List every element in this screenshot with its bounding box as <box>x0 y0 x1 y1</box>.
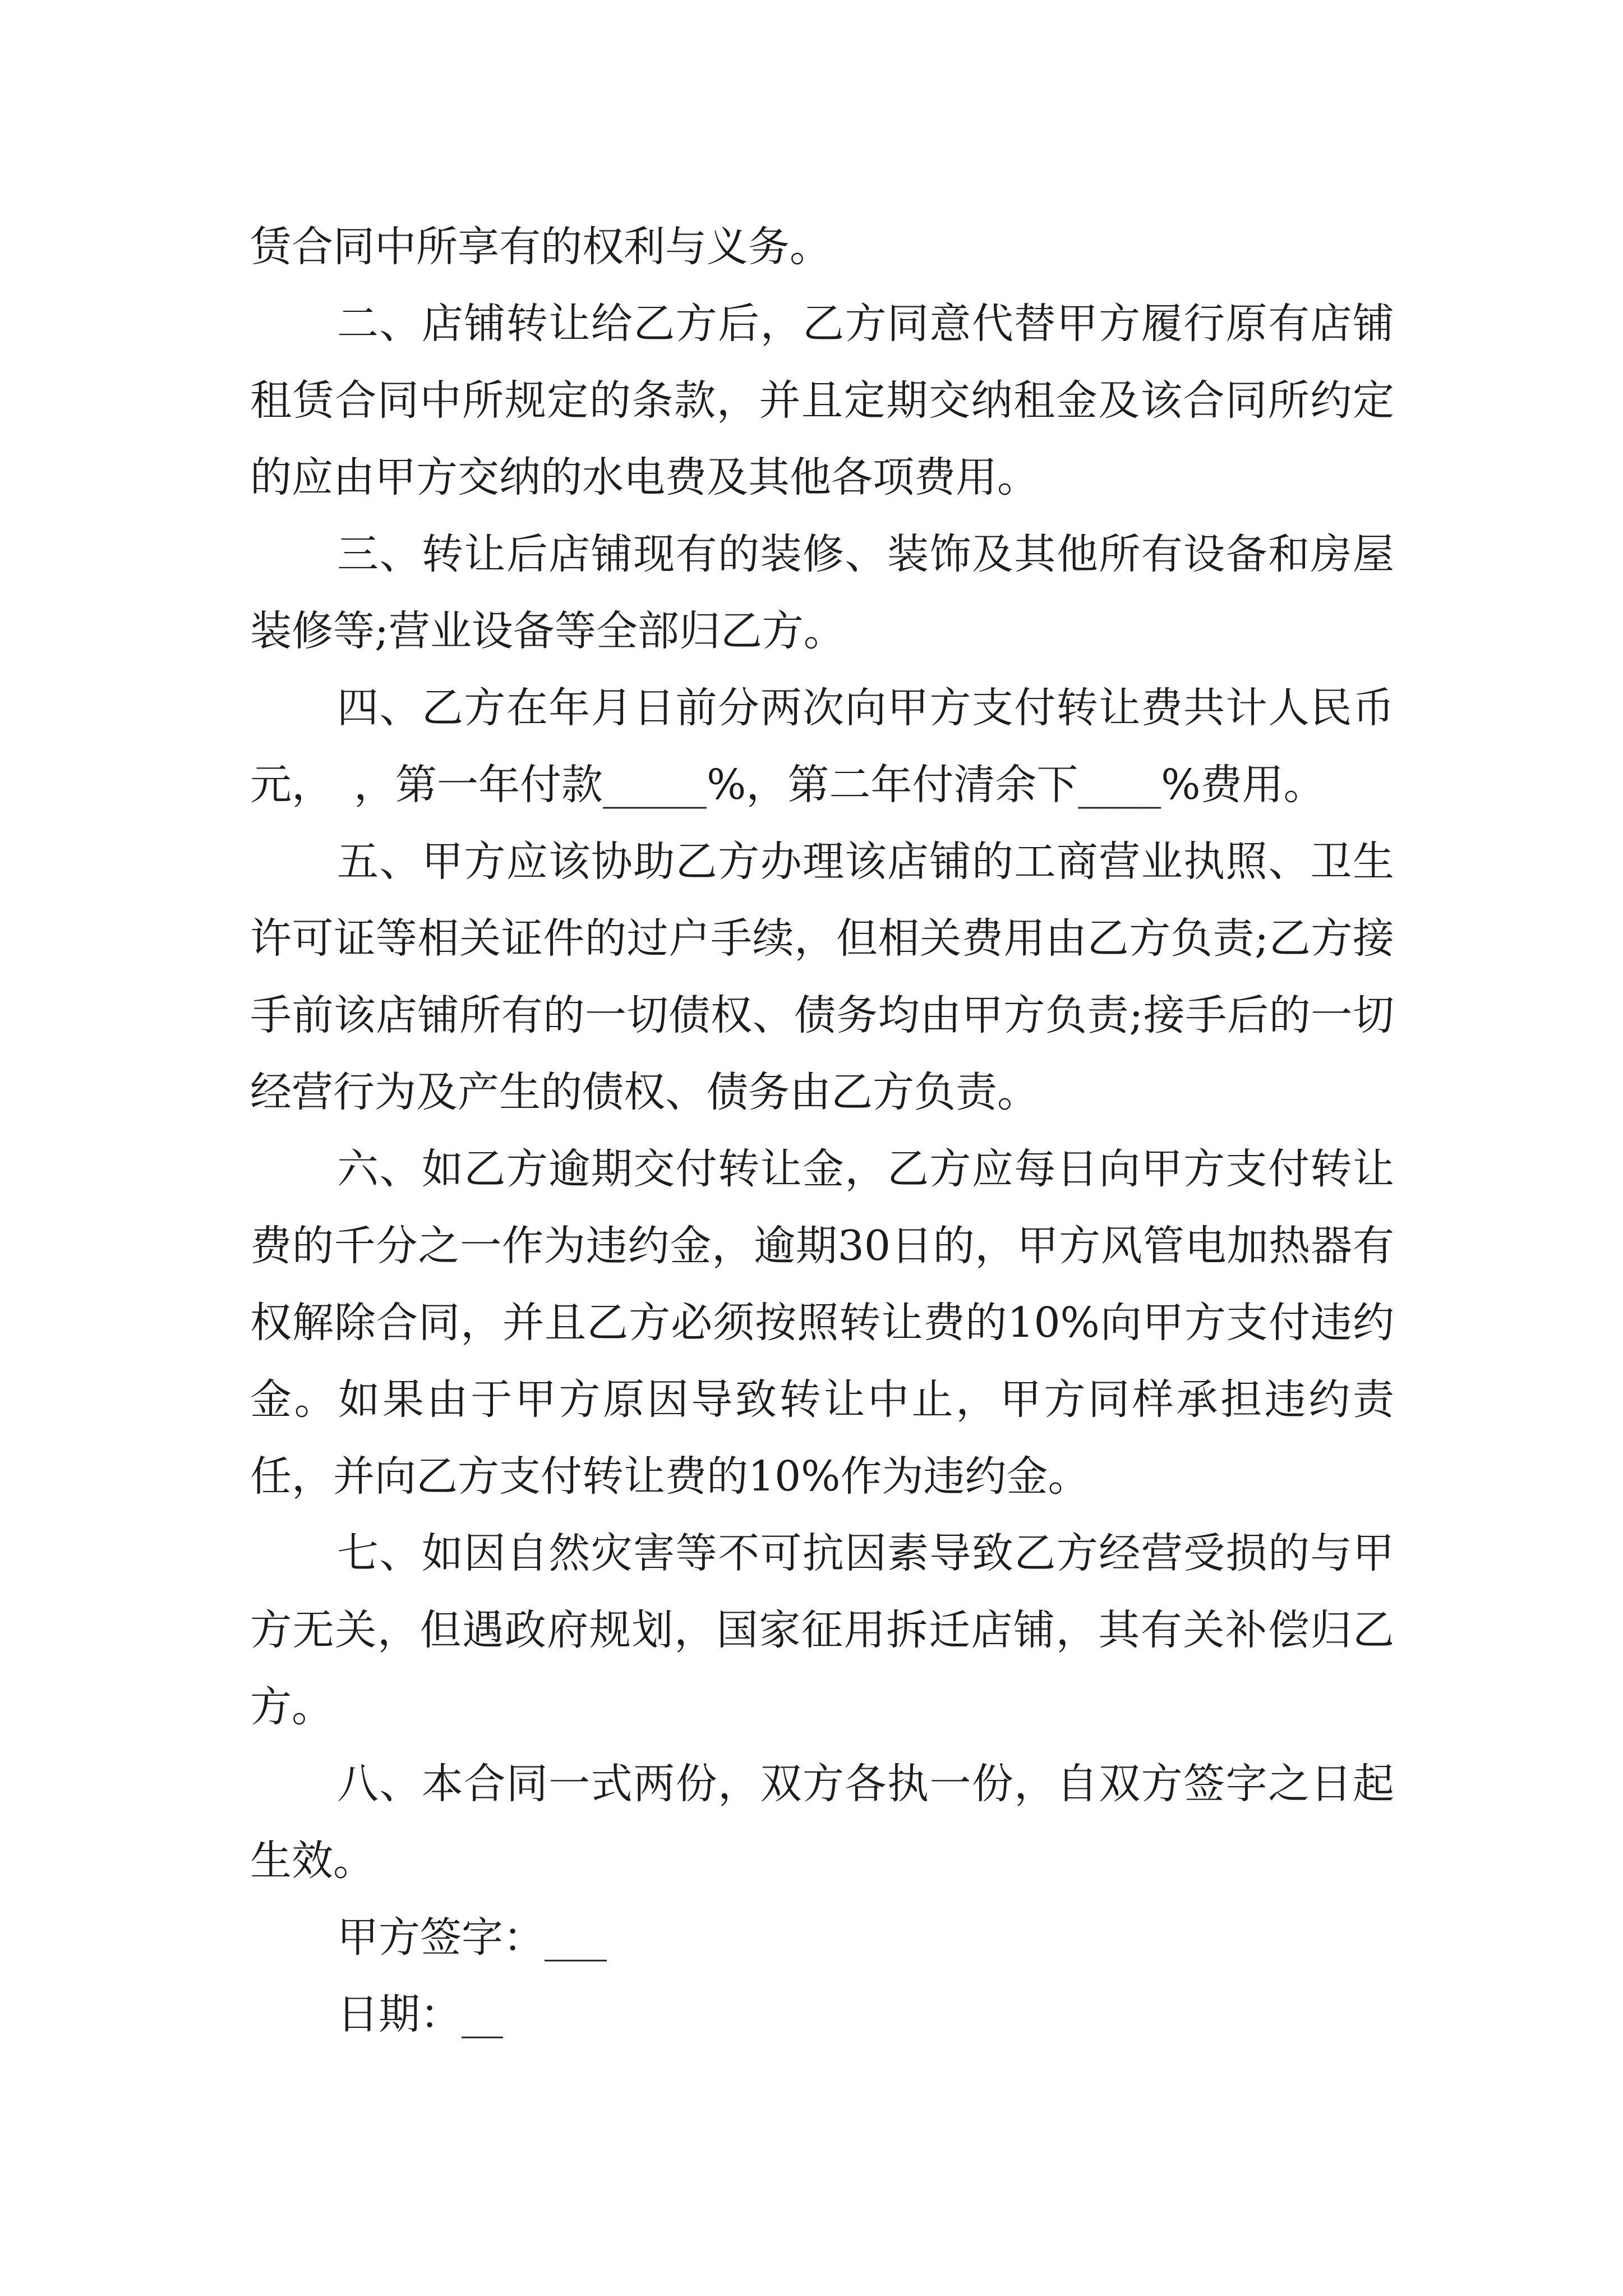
clause-8: 八、本合同一式两份，双方各执一份，自双方签字之日起生效。 <box>250 1760 1394 1885</box>
signature-line <box>250 1899 1394 1976</box>
clause-7: 七、如因自然灾害等不可抗因素导致乙方经营受损的与甲方无关，但遇政府规划，国家征用拆迁店铺，其有关补偿归乙方。 <box>250 1529 1394 1731</box>
signature-label: 甲方签字： <box>337 1913 545 1962</box>
clause-2: 二、店铺转让给乙方后，乙方同意代替甲方履行原有店铺租赁合同中所规定的条款，并且定期交纳租金及该合同所约定的应由甲方交纳的水电费及其他各项费用。 <box>250 300 1394 501</box>
clause-6: 六、如乙方逾期交付转让金，乙方应每日向甲方支付转让费的千分之一作为违约金，逾期30日的，甲方风管电加热器有权解除合同，并且乙方必须按照转让费的10%向甲方支付违约金。如果由于甲方原因导致转让中止，甲方同样承担违约责任，并向乙方支付转让费的10%作为违约金。 <box>250 1145 1394 1501</box>
date-blank: __ <box>462 1990 503 2039</box>
paragraph-continuation: 赁合同中所享有的权利与义务。 <box>250 223 831 271</box>
contract-body <box>250 209 1394 2053</box>
clause-5: 五、甲方应该协助乙方办理该店铺的工商营业执照、卫生许可证等相关证件的过户手续，但相关费用由乙方负责;乙方接手前该店铺所有的一切债权、债务均由甲方负责;接手后的一切经营行为及产生的债权、债务由乙方负责。 <box>250 838 1394 1116</box>
clause-3: 三、转让后店铺现有的装修、装饰及其他所有设备和房屋装修等;营业设备等全部归乙方。 <box>250 530 1394 655</box>
signature-blank: ___ <box>545 1913 607 1962</box>
date-label: 日期： <box>337 1990 462 2039</box>
date-line <box>250 1976 1394 2053</box>
clause-4: 四、乙方在年月日前分两次向甲方支付转让费共计人民币元， ，第一年付款_____%，第二年付清余下____%费用。 <box>250 684 1394 809</box>
